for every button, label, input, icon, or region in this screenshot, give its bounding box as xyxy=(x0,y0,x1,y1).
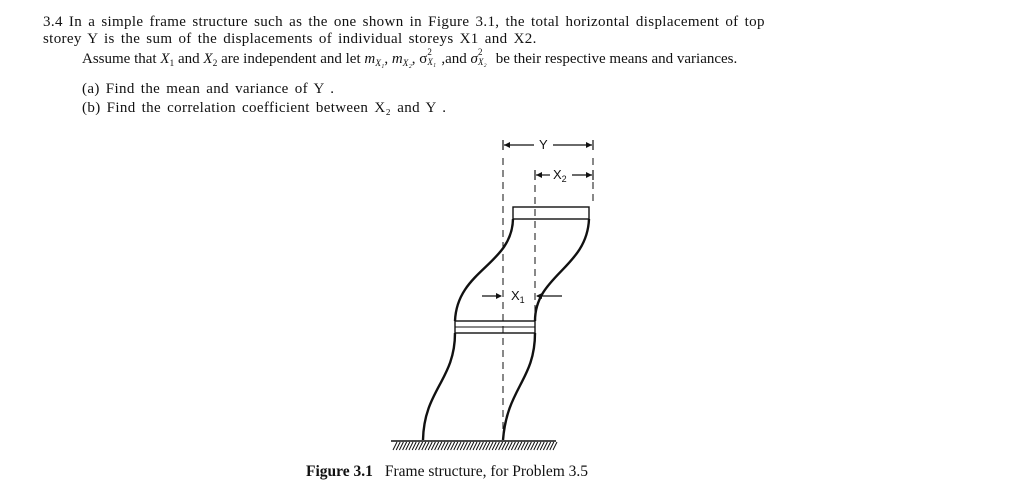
y-arrow-right xyxy=(586,142,592,148)
figure-caption xyxy=(306,463,588,481)
y-arrow-left xyxy=(504,142,510,148)
label-x1: $X_1$ xyxy=(511,288,525,305)
problem-number: 3.4 xyxy=(43,14,63,30)
part-a: (a) Find the mean and variance of Y . xyxy=(82,81,335,97)
label-y: Y xyxy=(539,137,548,152)
label-x2: $X_2$ xyxy=(553,167,567,184)
caption-text: Frame structure, for Problem 3.5 xyxy=(384,463,589,480)
caption-label: Figure 3.1 xyxy=(306,463,373,480)
lower-left-column xyxy=(423,333,455,440)
lower-right-column xyxy=(503,333,535,440)
upper-right-column xyxy=(535,219,589,321)
x1-arrow-left xyxy=(496,293,502,299)
problem-text-1: In a simple frame structure such as the one shown in Figure 3.1, the total horizontal displacement of top xyxy=(68,14,765,30)
ground-hatching xyxy=(393,442,557,450)
upper-left-column xyxy=(455,219,513,321)
top-beam xyxy=(513,207,589,219)
x2-arrow-left xyxy=(536,172,542,178)
assumption-line: Assume that $X_1$ and $X_2$ are independent and let $m_{X_1}$, $m_{X_2}$, σ 2 X₁ ,and σ 2 X₂ be their respective means and variances. xyxy=(82,47,738,69)
part-b: (b) Find the correlation coefficient between X₂ and Y . xyxy=(82,100,447,116)
problem-line-2: storey Y is the sum of the displacements of individual storeys X1 and X2. xyxy=(43,31,537,47)
x2-arrow-right xyxy=(586,172,592,178)
